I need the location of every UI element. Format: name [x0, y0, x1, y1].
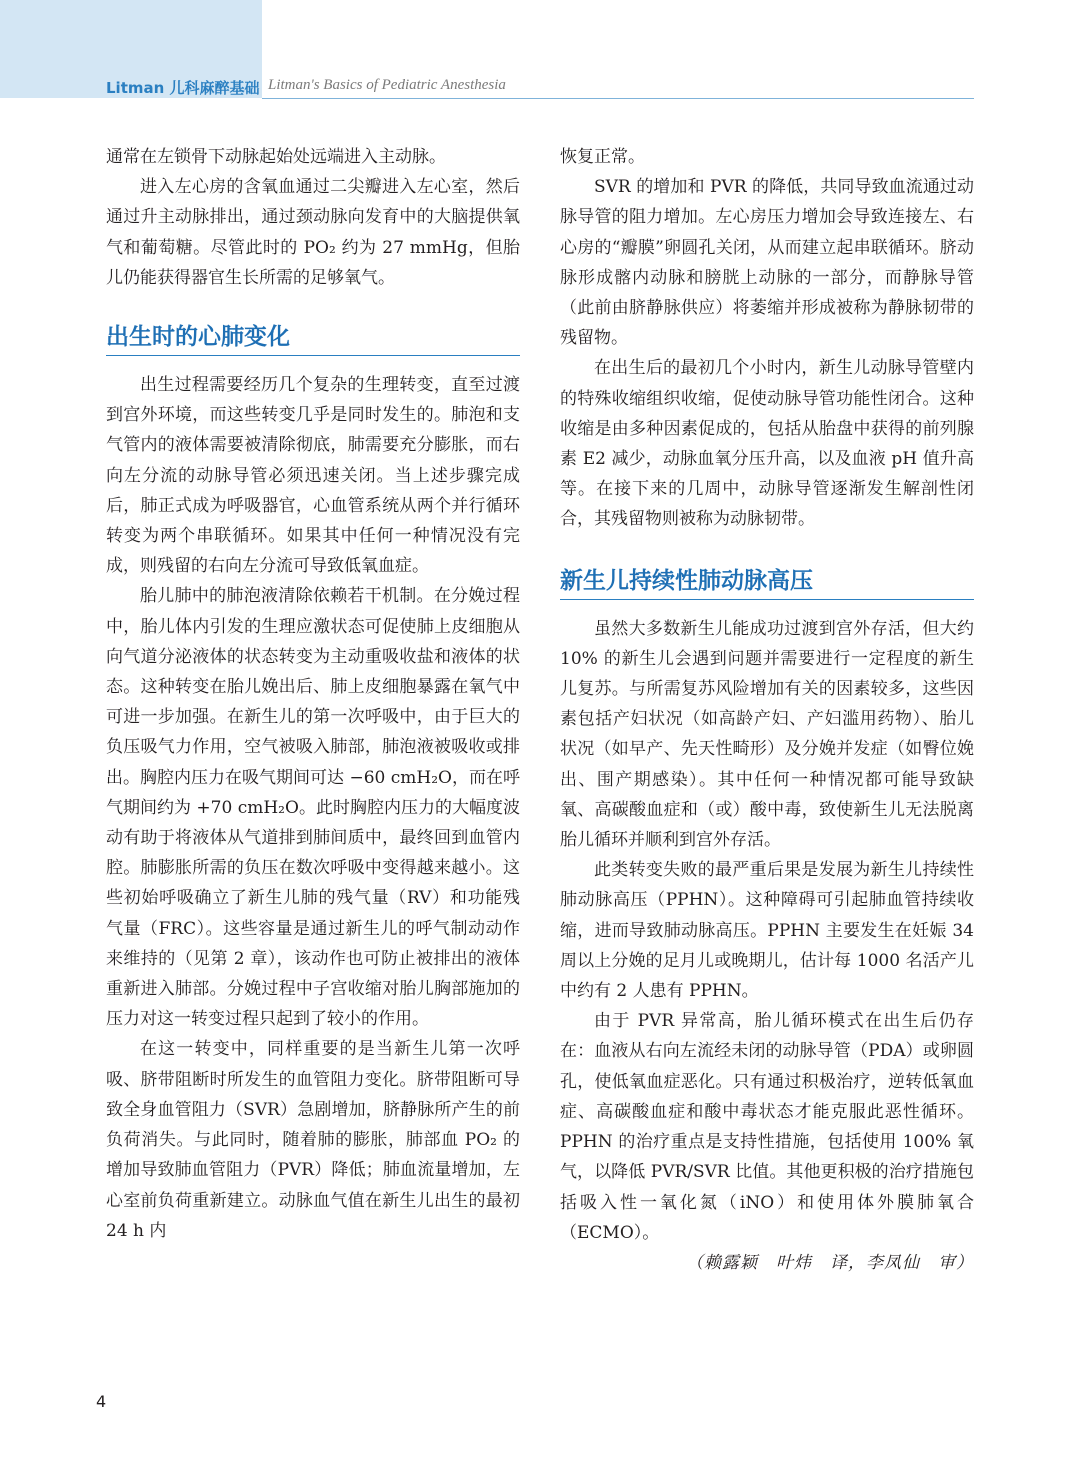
- paragraph-lung-fluid-clearance: 胎儿肺中的肺泡液清除依赖若干机制。在分娩过程中，胎儿体内引发的生理应激状态可促使肺上皮细胞从向气道分泌液体的状态转变为主动重吸收盐和液体的状态。这种转变在胎儿娩出后、肺上皮细胞暴露在氧气中可进一步加强。在新生儿的第一次呼吸中，由于巨大的负压吸气力作用，空气被吸入肺部，肺泡液被吸收或排出。胸腔内压力在吸气期间可达 −60 cmH₂O，而在呼气期间约为 +70 cmH₂O。此时胸腔内压力的大幅度波动有助于将液体从气道排到肺间质中，最终回到血管内腔。肺膨胀所需的负压在数次呼吸中变得越来越小。这些初始呼吸确立了新生儿肺的残气量（RV）和功能残气量（FRC）。这些容量是通过新生儿的呼气制动动作来维持的（见第 2 章），该动作也可防止被排出的液体重新进入肺部。分娩过程中子宫收缩对胎儿胸部施加的压力对这一转变过程只起到了较小的作用。: [106, 586, 520, 1030]
- paragraph-continued-right: 恢复正常。: [560, 147, 645, 167]
- left-column: [106, 142, 520, 1246]
- section-heading-pphn: 新生儿持续性肺动脉高压: [560, 565, 974, 600]
- section-heading-birth-changes: 出生时的心肺变化: [106, 321, 520, 356]
- running-header-chinese-title: Litman 儿科麻醉基础: [106, 79, 260, 97]
- header-rule: [262, 98, 974, 99]
- paragraph-vascular-resistance: 在这一转变中，同样重要的是当新生儿第一次呼吸、脐带阻断时所发生的血管阻力变化。脐带阻断可导致全身血管阻力（SVR）急剧增加，脐静脉所产生的前负荷消失。与此同时，随着肺的膨胀，肺部血 PO₂ 的增加导致肺血管阻力（PVR）降低；肺血流量增加，左心室前负荷重新建立。动脉血气值在新生儿出生的最初 24 h 内: [106, 1039, 520, 1241]
- paragraph-pphn-intro: 虽然大多数新生儿能成功过渡到宫外存活，但大约 10% 的新生儿会遇到问题并需要进行一定程度的新生儿复苏。与所需复苏风险增加有关的因素较多，这些因素包括产妇状况（如高龄产妇、产妇滥用药物）、胎儿状况（如早产、先天性畸形）及分娩并发症（如臀位娩出、围产期感染）。其中任何一种情况都可能导致缺氧、高碳酸血症和（或）酸中毒，致使新生儿无法脱离胎儿循环并顺利到宫外存活。: [560, 618, 974, 851]
- running-header-english-title: Litman's Basics of Pediatric Anesthesia: [268, 77, 506, 93]
- paragraph-ductus-closure: 在出生后的最初几个小时内，新生儿动脉导管壁内的特殊收缩组织收缩，促使动脉导管功能性闭合。这种收缩是由多种因素促成的，包括从胎盘中获得的前列腺素 E2 减少，动脉血氧分压升高，以及血液 pH 值升高等。在接下来的几周中，动脉导管逐渐发生解剖性闭合，其残留物则被称为动脉韧带。: [560, 358, 974, 530]
- page-number: 4: [96, 1392, 107, 1411]
- paragraph-birth-transition: 出生过程需要经历几个复杂的生理转变，直至过渡到宫外环境，而这些转变几乎是同时发生的。肺泡和支气管内的液体需要被清除彻底，肺需要充分膨胀，而右向左分流的动脉导管必须迅速关闭。当上述步骤完成后，肺正式成为呼吸器官，心血管系统从两个并行循环转变为两个串联循环。如果其中任何一种情况没有完成，则残留的右向左分流可导致低氧血症。: [106, 375, 520, 577]
- paragraph-continued: 通常在左锁骨下动脉起始处远端进入主动脉。: [106, 147, 446, 167]
- paragraph-pphn-treatment: 由于 PVR 异常高，胎儿循环模式在出生后仍存在：血液从右向左流经未闭的动脉导管（PDA）或卵圆孔，使低氧血症恶化。只有通过积极治疗，逆转低氧血症、高碳酸血症和酸中毒状态才能克服此恶性循环。PPHN 的治疗重点是支持性措施，包括使用 100% 氧气，以降低 PVR/SVR 比值。其他更积极的治疗措施包括吸入性一氧化氮（iNO）和使用体外膜肺氧合（ECMO）。: [560, 1011, 974, 1243]
- paragraph-left-atrium: 进入左心房的含氧血通过二尖瓣进入左心室，然后通过升主动脉排出，通过颈动脉向发育中的大脑提供氧气和葡萄糖。尽管此时的 PO₂ 约为 27 mmHg，但胎儿仍能获得器官生长所需的足够氧气。: [106, 177, 520, 288]
- right-column: [560, 142, 974, 1278]
- paragraph-svr-pvr: SVR 的增加和 PVR 的降低，共同导致血流通过动脉导管的阻力增加。左心房压力增加会导致连接左、右心房的“瓣膜”卵圆孔关闭，从而建立起串联循环。脐动脉形成髂内动脉和膀胱上动脉的一部分，而静脉导管（此前由脐静脉供应）将萎缩并形成被称为静脉韧带的残留物。: [560, 177, 974, 349]
- paragraph-pphn-definition: 此类转变失败的最严重后果是发展为新生儿持续性肺动脉高压（PPHN）。这种障碍可引起肺血管持续收缩，进而导致肺动脉高压。PPHN 主要发生在妊娠 34 周以上分娩的足月儿或晚期儿，估计每 1000 名活产儿中约有 2 人患有 PPHN。: [560, 860, 974, 1002]
- translator-credit: （赖露颖 叶炜 译，李凤仙 审）: [686, 1252, 974, 1273]
